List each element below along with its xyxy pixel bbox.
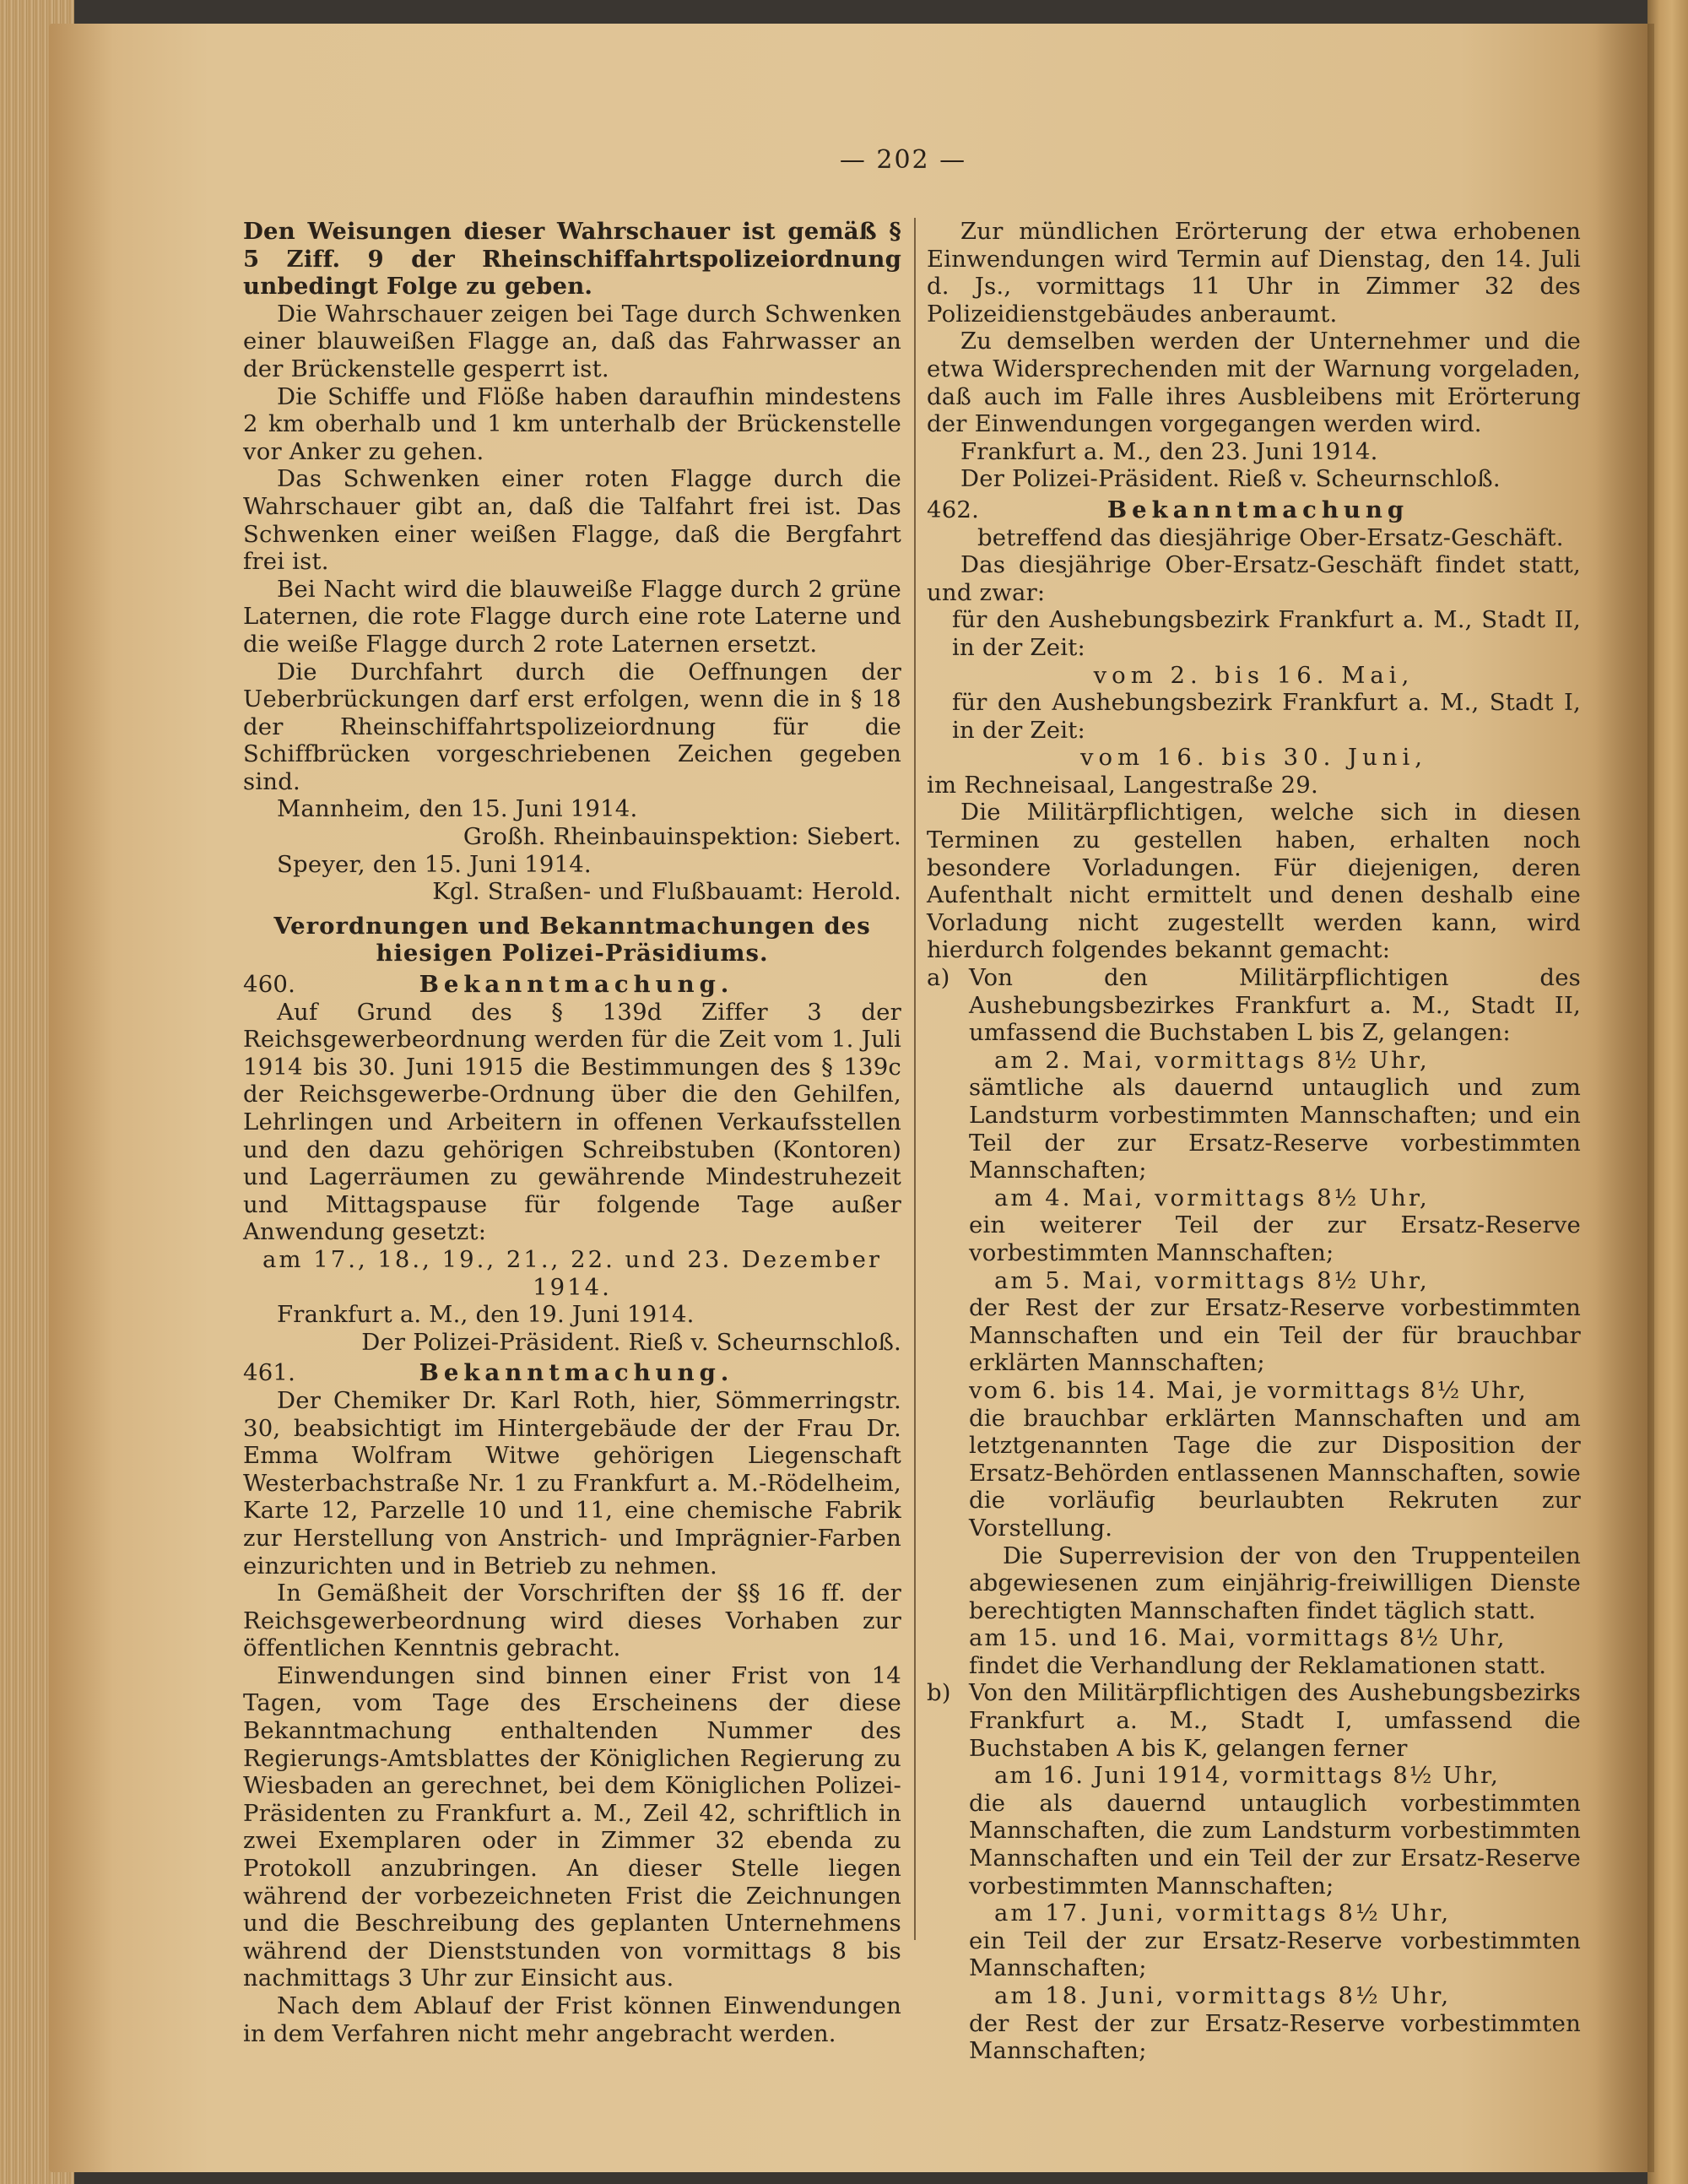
paragraph: Die Militärpflichtigen, welche sich in diesen Terminen zu gestellen haben, erhalten noch besondere Vorladungen. Für diejenigen, deren Aufenthalt nicht ermittelt und denen deshalb eine Vorladung nicht zugestellt werden kann, wird hierdurch folgendes bekannt gemacht: — [927, 799, 1581, 964]
paragraph: Die Durchfahrt durch die Oeffnungen der Ueberbrückungen darf erst erfolgen, wenn die in § 18 der Rheinschiffahrtspolizeiordnung für die Schiffbrücken vorgeschriebenen Zeichen gegeben sind. — [243, 658, 901, 795]
notice-number: 460. — [243, 971, 296, 999]
paragraph: für den Aushebungsbezirk Frankfurt a. M., Stadt I, in der Zeit: — [952, 689, 1581, 744]
list-label: a) — [927, 964, 950, 992]
paragraph: sämtliche als dauernd untauglich und zum Landsturm vorbestimmten Mannschaften; und ein Teil der zur Ersatz-Reserve vorbestimmten Mannschaften; — [969, 1074, 1581, 1184]
right-column — [927, 218, 1581, 2065]
signature: Der Polizei-Präsident. Rieß v. Scheurnschloß. — [361, 1328, 901, 1356]
dates-line: am 17., 18., 19., 21., 22. und 23. Dezember 1914. — [262, 1245, 882, 1301]
paragraph: Die Superrevision der von den Truppenteilen abgewiesenen zum einjährig-freiwilligen Dienste berechtigten Mannschaften findet täglich statt. — [969, 1542, 1581, 1624]
paragraph: In Gemäßheit der Vorschriften der §§ 16 ff. der Reichsgewerbeordnung wird dieses Vorhaben zur öffentlichen Kenntnis gebracht. — [243, 1580, 901, 1662]
paragraph: Auf Grund des § 139d Ziffer 3 der Reichsgewerbeordnung werden für die Zeit vom 1. Juli 1914 bis 30. Juni 1915 die Bestimmungen des § 139c der Reichsgewerbe-Ordnung über die den Gehilfen, Lehrlingen und Arbeitern in offenen Verkaufsstellen und den dazu gehörigen Schreibstuben (Kontoren) und Lagerräumen zu gewährende Mindestruhezeit und Mittagspause für folgende Tage außer Anwendung gesetzt: — [243, 998, 901, 1246]
paragraph: ein weiterer Teil der zur Ersatz-Reserve vorbestimmten Mannschaften; — [969, 1211, 1581, 1266]
paragraph: Von den Militärpflichtigen des Aushebungsbezirks Frankfurt a. M., Stadt I, umfassend die Buchstaben A bis K, gelangen ferner — [969, 1679, 1581, 1762]
paragraph: Zu demselben werden der Unternehmer und die etwa Widersprechenden mit der Warnung vorgeladen, daß auch im Falle ihres Ausbleibens mit Erörterung der Einwendungen vorgegangen werden wird. — [927, 328, 1581, 438]
paragraph: Einwendungen sind binnen einer Frist von 14 Tagen, vom Tage des Erscheinens der diese Bekanntmachung enthaltenden Nummer des Regierungs-Amtsblattes der Königlichen Regierung zu Wiesbaden an gerechnet, bei dem Königlichen Polizei-Präsidenten zu Frankfurt a. M., Zeil 42, schriftlich in zwei Exemplaren oder in Zimmer 32 ebenda zu Protokoll anzubringen. An dieser Stelle liegen während der vorbezeichneten Frist die Zeichnungen und die Beschreibung des geplanten Unternehmens während der Dienststunden von vormittags 8 bis nachmittags 3 Uhr zur Einsicht aus. — [243, 1661, 901, 1992]
notice-title: Bekanntmachung. — [419, 1359, 734, 1387]
paragraph: Den Weisungen dieser Wahrschauer ist gemäß § 5 Ziff. 9 der Rheinschiffahrtspolizeiordnung unbedingt Folge zu geben. — [243, 218, 901, 301]
list-item-b — [927, 1679, 1581, 2064]
paragraph: findet die Verhandlung der Reklamationen statt. — [969, 1651, 1547, 1679]
place-date: Frankfurt a. M., den 23. Juni 1914. — [960, 437, 1378, 465]
date-range: vom 16. bis 30. Juni, — [1079, 744, 1428, 772]
date-line: am 18. Juni, vormittags 8½ Uhr, — [994, 1982, 1452, 2009]
list-item-a — [927, 964, 1581, 1679]
paragraph: Von den Militärpflichtigen des Aushebungsbezirkes Frankfurt a. M., Stadt II, umfassend die Buchstaben L bis Z, gelangen: — [969, 964, 1581, 1047]
paragraph: Die Wahrschauer zeigen bei Tage durch Schwenken einer blauweißen Flagge an, daß das Fahrwasser an der Brückenstelle gesperrt ist. — [243, 300, 901, 382]
paragraph: im Rechneisaal, Langestraße 29. — [927, 771, 1318, 799]
date-line: am 15. und 16. Mai, vormittags 8½ Uhr, — [969, 1624, 1507, 1652]
signature: Kgl. Straßen- und Flußbauamt: Herold. — [432, 878, 901, 906]
paragraph: Das Schwenken einer roten Flagge durch die Wahrschauer gibt an, daß die Talfahrt frei ist. Das Schwenken einer weißen Flagge, daß die Bergfahrt frei ist. — [243, 465, 901, 576]
paragraph: Der Chemiker Dr. Karl Roth, hier, Sömmerringstr. 30, beabsichtigt im Hintergebäude der der Frau Dr. Emma Wolfram Witwe gehörigen Liegenschaft Westerbachstraße Nr. 1 zu Frankfurt a. M.-Rödelheim, Karte 12, Parzelle 10 und 11, eine chemische Fabrik zur Herstellung von Anstrich- und Imprägnier-Farben einzurichten und in Betrieb zu nehmen. — [243, 1386, 901, 1580]
notice-title: Bekanntmachung — [1106, 496, 1409, 523]
place-date: Mannheim, den 15. Juni 1914. — [277, 795, 638, 823]
paragraph: Die Schiffe und Flöße haben daraufhin mindestens 2 km oberhalb und 1 km unterhalb der Brückenstelle vor Anker zu gehen. — [243, 382, 901, 465]
list-label: b) — [927, 1679, 951, 1707]
date-line: vom 6. bis 14. Mai, je vormittags 8½ Uhr, — [969, 1376, 1528, 1404]
date-line: am 5. Mai, vormittags 8½ Uhr, — [994, 1266, 1430, 1294]
notice-heading-460 — [243, 971, 901, 999]
paragraph: für den Aushebungsbezirk Frankfurt a. M., Stadt II, in der Zeit: — [952, 606, 1581, 661]
date-line: am 16. Juni 1914, vormittags 8½ Uhr, — [994, 1762, 1500, 1790]
paragraph: Das diesjährige Ober-Ersatz-Geschäft findet statt, und zwar: — [927, 551, 1581, 606]
place-date: Speyer, den 15. Juni 1914. — [277, 850, 592, 878]
notice-subject: betreffend das diesjährige Ober-Ersatz-Geschäft. — [977, 523, 1564, 551]
paragraph: ein Teil der zur Ersatz-Reserve vorbestimmten Mannschaften; — [969, 1927, 1581, 1982]
paragraph: Nach dem Ablauf der Frist können Einwendungen in dem Verfahren nicht mehr angebracht werden. — [243, 1992, 901, 2047]
date-range: vom 2. bis 16. Mai, — [1093, 661, 1415, 689]
paragraph: Bei Nacht wird die blauweiße Flagge durch 2 grüne Laternen, die rote Flagge durch eine rote Laterne und die weiße Flagge durch 2 rote Laternen ersetzt. — [243, 575, 901, 658]
paragraph: Zur mündlichen Erörterung der etwa erhobenen Einwendungen wird Termin auf Dienstag, den 14. Juli d. Js., vormittags 11 Uhr in Zimmer 32 des Polizeidienstgebäudes anberaumt. — [927, 218, 1581, 328]
signature: Großh. Rheinbauinspektion: Siebert. — [463, 823, 901, 851]
place-date: Frankfurt a. M., den 19. Juni 1914. — [277, 1301, 695, 1329]
paragraph: die als dauernd untauglich vorbestimmten Mannschaften, die zum Landsturm vorbestimmten Mannschaften und ein Teil der zur Ersatz-Reserve vorbestimmten Mannschaften; — [969, 1789, 1581, 1899]
page-number: — 202 — — [839, 145, 967, 175]
date-line: am 4. Mai, vormittags 8½ Uhr, — [994, 1184, 1430, 1211]
paragraph: der Rest der zur Ersatz-Reserve vorbestimmten Mannschaften und ein Teil der für brauchbar erklärten Mannschaften; — [969, 1294, 1581, 1377]
paragraph: der Rest der zur Ersatz-Reserve vorbestimmten Mannschaften; — [969, 2009, 1581, 2065]
section-heading: Verordnungen und Bekanntmachungen des hiesigen Polizei-Präsidiums. — [273, 912, 871, 967]
date-line: am 17. Juni, vormittags 8½ Uhr, — [994, 1899, 1452, 1927]
notice-number: 462. — [927, 496, 980, 523]
notice-heading-462 — [927, 496, 1581, 524]
gutter-shadow — [1595, 24, 1654, 2172]
column-divider — [914, 218, 916, 1940]
notice-number: 461. — [243, 1359, 296, 1387]
date-line: am 2. Mai, vormittags 8½ Uhr, — [994, 1046, 1430, 1074]
notice-title: Bekanntmachung. — [419, 971, 734, 999]
signature: Der Polizei-Präsident. Rieß v. Scheurnschloß. — [960, 465, 1501, 493]
paragraph: die brauchbar erklärten Mannschaften und am letztgenannten Tage die zur Disposition der Ersatz-Behörden entlassenen Mannschaften, sowie die vorläufig beurlaubten Rekruten zur Vorstellung. — [969, 1404, 1581, 1542]
left-column — [243, 218, 901, 2047]
notice-heading-461 — [243, 1359, 901, 1387]
